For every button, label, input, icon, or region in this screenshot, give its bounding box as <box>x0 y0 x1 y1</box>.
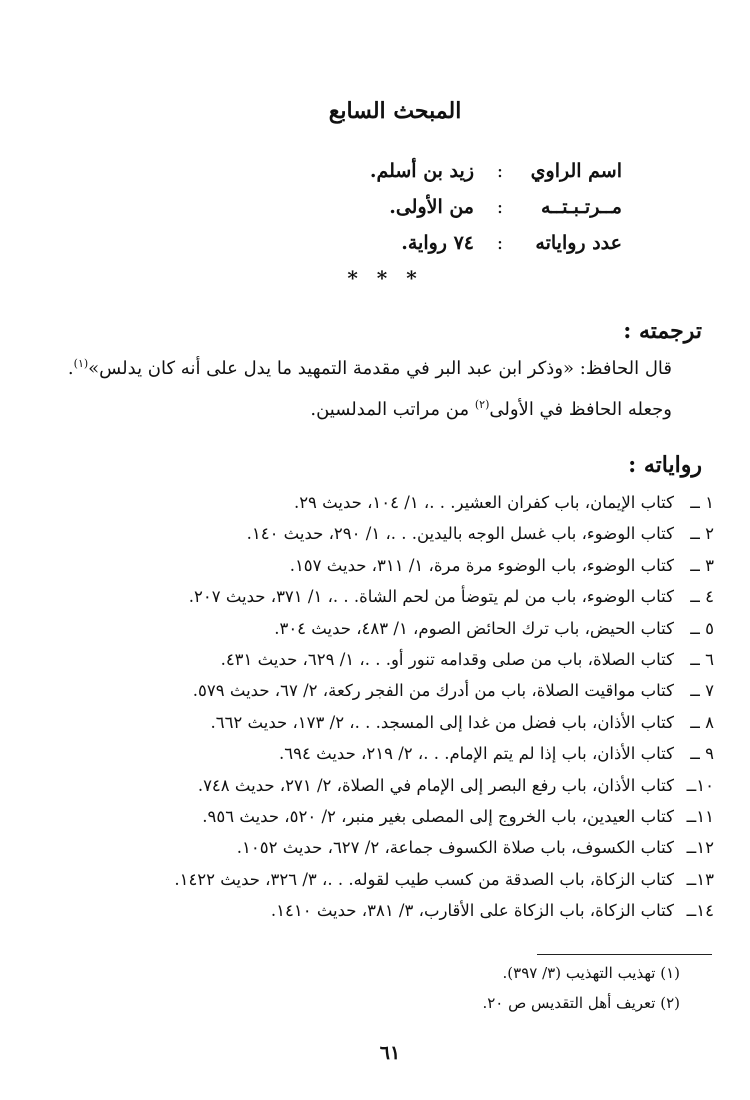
narration-number: ٧ ــ <box>690 681 714 701</box>
narration-text: كتاب مواقيت الصلاة، باب من أدرك من الفجر ركعة، ٢/ ٦٧، حديث ٥٧٩. <box>192 681 674 701</box>
narration-text: كتاب العيدين، باب الخروج إلى المصلى بغير منبر، ٢/ ٥٢٠، حديث ٩٥٦. <box>202 806 674 826</box>
narration-text: كتاب الوضوء، باب من لم يتوضأ من لحم الشاة. . .، ١/ ٣٧١، حديث ٢٠٧. <box>188 587 674 607</box>
narrator-name-row <box>322 160 622 190</box>
narration-text: كتاب الوضوء، باب غسل الوجه باليدين. . .، ١/ ٢٩٠، حديث ١٤٠. <box>246 524 674 544</box>
biography-heading: ترجمته : <box>623 318 702 344</box>
chapter-title: المبحث السابع <box>328 98 462 124</box>
narration-number: ٨ ــ <box>690 712 714 732</box>
narration-item <box>100 487 714 518</box>
narration-item <box>100 644 714 675</box>
narration-text: كتاب الزكاة، باب الصدقة من كسب طيب لقوله. . .، ٣/ ٣٢٦، حديث ١٤٢٢. <box>174 869 674 889</box>
narration-number: ١٠ــ <box>686 775 714 795</box>
narration-number: ٩ ــ <box>690 744 714 764</box>
narration-item <box>100 801 714 832</box>
narration-text: كتاب الأذان، باب فضل من غدا إلى المسجد. . .، ٢/ ١٧٣، حديث ٦٦٢. <box>210 712 674 732</box>
narration-text: كتاب الكسوف، باب صلاة الكسوف جماعة، ٢/ ٦٢٧، حديث ١٠٥٢. <box>236 838 674 858</box>
narration-item <box>100 550 714 581</box>
narration-count-colon: : <box>496 232 504 254</box>
biography-paragraph-2 <box>310 398 672 420</box>
narration-item <box>100 675 714 706</box>
narration-text: كتاب الإيمان، باب كفران العشير. . .، ١/ ١٠٤، حديث ٢٩. <box>293 493 674 512</box>
footnote-divider <box>537 954 712 955</box>
narrations-heading: رواياته : <box>628 452 702 478</box>
footnote-1 <box>503 964 680 982</box>
narrator-name-label: اسم الراوي <box>530 160 622 182</box>
biography-rank-text: وجعله الحافظ في الأولى <box>489 399 672 420</box>
narration-text: كتاب الصلاة، باب من صلى وقدامه تنور أو. . .، ١/ ٦٢٩، حديث ٤٣١. <box>220 649 674 669</box>
narration-item <box>100 770 714 801</box>
biography-rank-text-end: من مراتب المدلسين. <box>310 399 475 420</box>
narration-number: ٦ ــ <box>690 649 714 669</box>
narrator-rank-colon: : <box>496 196 504 218</box>
narration-number: ١٢ــ <box>686 838 714 858</box>
narration-number: ٥ ــ <box>690 618 714 638</box>
biography-quote: قال الحافظ: «وذكر ابن عبد البر في مقدمة التمهيد ما يدل على أنه كان يدلس» <box>88 358 672 379</box>
narrator-rank-value: من الأولى. <box>389 196 474 218</box>
narrator-name-value: زيد بن أسلم. <box>369 160 474 182</box>
narration-item <box>100 895 714 926</box>
narrations-list <box>100 487 714 926</box>
narration-count-row <box>322 232 622 262</box>
biography-quote-end: . <box>67 358 74 379</box>
footnote-number: (٢) <box>660 994 680 1012</box>
narration-number: ١ ــ <box>690 493 714 512</box>
narration-item <box>100 518 714 549</box>
narration-number: ١٣ــ <box>686 869 714 889</box>
narration-item <box>100 707 714 738</box>
narration-item <box>100 613 714 644</box>
narration-text: كتاب الأذان، باب إذا لم يتم الإمام. . .، ٢/ ٢١٩، حديث ٦٩٤. <box>279 744 674 764</box>
footnote-2 <box>482 994 680 1012</box>
narration-text: كتاب الأذان، باب رفع البصر إلى الإمام في الصلاة، ٢/ ٢٧١، حديث ٧٤٨. <box>197 775 674 795</box>
narration-number: ٣ ــ <box>690 555 714 575</box>
narration-number: ١١ــ <box>686 806 714 826</box>
narrator-rank-label: مــرتـبـتــه <box>540 196 622 218</box>
footnote-number: (١) <box>660 964 680 982</box>
footnote-text: تهذيب التهذيب (٣/ ٣٩٧). <box>502 964 656 982</box>
section-separator: * * * <box>347 266 423 290</box>
narration-item <box>100 832 714 863</box>
footnote-ref-1: (١) <box>73 357 89 370</box>
narration-count-label: عدد رواياته <box>535 232 622 254</box>
narration-item <box>100 581 714 612</box>
narration-item <box>100 738 714 769</box>
narration-count-value: ٧٤ رواية. <box>401 232 474 254</box>
narration-number: ٤ ــ <box>690 587 714 607</box>
narrator-name-colon: : <box>496 160 504 182</box>
biography-paragraph-1 <box>68 357 672 379</box>
narrator-rank-row <box>322 196 622 226</box>
narration-text: كتاب الحيض، باب ترك الحائض الصوم، ١/ ٤٨٣، حديث ٣٠٤. <box>274 618 674 638</box>
narration-text: كتاب الوضوء، باب الوضوء مرة مرة، ١/ ٣١١، حديث ١٥٧. <box>289 555 674 575</box>
narration-item <box>100 864 714 895</box>
narration-number: ١٤ــ <box>686 901 714 921</box>
narration-number: ٢ ــ <box>690 524 714 544</box>
footnote-ref-2: (٢) <box>474 398 490 411</box>
page-number: ٦١ <box>379 1042 401 1064</box>
footnote-text: تعريف أهل التقديس ص ٢٠. <box>482 994 656 1012</box>
narration-text: كتاب الزكاة، باب الزكاة على الأقارب، ٣/ ٣٨١، حديث ١٤١٠. <box>270 901 674 921</box>
